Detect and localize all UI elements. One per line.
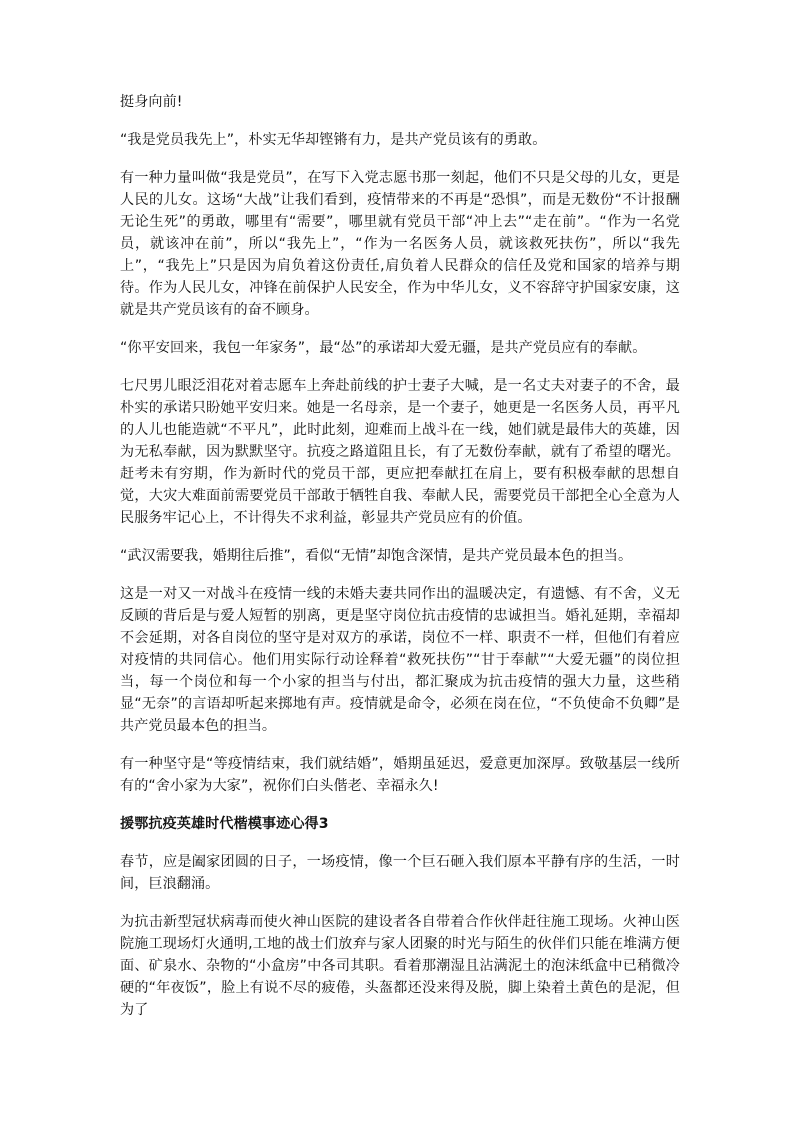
section-heading: 援鄂抗疫英雄时代楷模事迹心得3 (120, 816, 329, 832)
paragraph-5: 七尺男儿眼泛泪花对着志愿车上奔赴前线的护士妻子大喊，是一名丈夫对妻子的不舍，最朴实的承诺只盼她平安归来。她是一名母亲，是一个妻子，她更是一名医务人员，再平凡的人儿也能造就“不平凡”，此时此刻，迎难而上战斗在一线，她们就是最伟大的英雄，因为无私奉献，因为默默坚守。抗疫之路道阻且长，有了无数份奉献，就有了希望的曙光。赶考未有穷期，作为新时代的党员干部，更应把奉献扛在肩上，要有积极奉献的思想自觉，大灾大难面前需要党员干部敢于牺牲自我、奉献人民，需要党员干部把全心全意为人民服务牢记心上，不计得失不求利益，彰显共产党员应有的价值。 (120, 378, 680, 526)
paragraph-2: “我是党员我先上”，朴实无华却铿锵有力，是共产党员该有的勇敢。 (120, 132, 547, 148)
paragraph-3: 有一种力量叫做“我是党员”，在写下入党志愿书那一刻起，他们不只是父母的儿女，更是人民的儿女。这场“大战”让我们看到，疫情带来的不再是“恐惧”，而是无数份“不计报酬无论生死”的勇敢，哪里有“需要”，哪里就有党员干部“冲上去”“走在前”。“作为一名党员，就该冲在前”，所以“我先上”，“作为一名医务人员，就该救死扶伤”，所以“我先上”，“我先上”只是因为肩负着这份责任,肩负着人民群众的信任及党和国家的培养与期待。作为人民儿女，冲锋在前保护人民安全，作为中华儿女，义不容辞守护国家安康，这就是共产党员该有的奋不顾身。 (120, 170, 680, 318)
paragraph-8: 有一种坚守是“等疫情结束，我们就结婚”，婚期虽延迟，爱意更加深厚。致敬基层一线所有的“舍小家为大家”，祝你们白头偕老、幸福永久! (120, 756, 680, 794)
paragraph-6: “武汉需要我，婚期往后推”，看似“无情”却饱含深情，是共产党员最本色的担当。 (120, 548, 633, 564)
paragraph-11: 为抗击新型冠状病毒而使火神山医院的建设者各自带着合作伙伴赶往施工现场。火神山医院施工现场灯火通明,工地的战士们放弃与家人团聚的时光与陌生的伙伴们只能在堆满方便面、矿泉水、杂物的“小盒房”中各司其职。看着那潮湿且沾满泥土的泡沫纸盒中已稍微冷硬的“年夜饭”，脸上有说不尽的疲倦，头盔都还没来得及脱，脚上染着土黄色的是泥，但为了 (120, 914, 680, 1018)
paragraph-10: 春节，应是阖家团圆的日子，一场疫情，像一个巨石砸入我们原本平静有序的生活，一时间，巨浪翻涌。 (120, 854, 680, 892)
paragraph-7: 这是一对又一对战斗在疫情一线的未婚夫妻共同作出的温暖决定，有遗憾、有不舍，义无反顾的背后是与爱人短暂的别离，更是坚守岗位抗击疫情的忠诚担当。婚礼延期，幸福却不会延期，对各自岗位的坚守是对双方的承诺，岗位不一样、职责不一样，但他们有着应对疫情的共同信心。他们用实际行动诠释着“救死扶伤”“甘于奉献”“大爱无疆”的岗位担当，每一个岗位和每一个小家的担当与付出，都汇聚成为抗击疫情的强大力量，这些稍显“无奈”的言语却听起来掷地有声。疫情就是命令，必须在岗在位，“不负使命不负卿”是共产党员最本色的担当。 (120, 586, 680, 734)
document-page (120, 91, 680, 1021)
paragraph-1: 挺身向前! (120, 94, 183, 110)
paragraph-4: “你平安回来，我包一年家务”，最“怂”的承诺却大爱无疆，是共产党员应有的奉献。 (120, 340, 647, 356)
